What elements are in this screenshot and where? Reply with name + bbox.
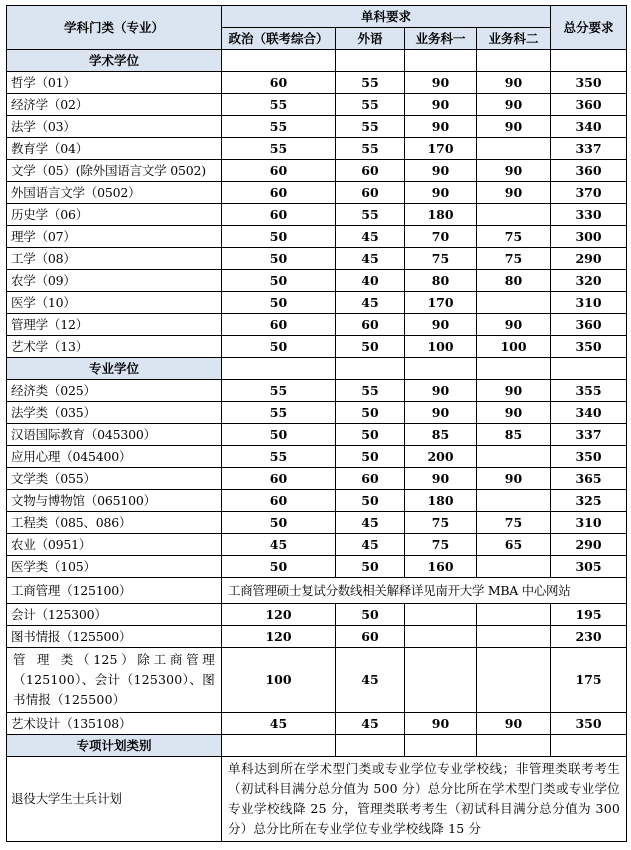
politics-score: 50 xyxy=(222,336,336,358)
pro1-score: 70 xyxy=(405,226,477,248)
empty-cell xyxy=(222,358,336,380)
pro2-score xyxy=(477,556,551,578)
table-row xyxy=(7,468,627,490)
table-row xyxy=(7,556,627,578)
foreign-score: 55 xyxy=(336,72,405,94)
category-name: 文学（05）(除外国语言文学 0502) xyxy=(7,160,222,182)
foreign-score: 45 xyxy=(336,713,405,735)
section-professional: 专业学位 xyxy=(7,358,222,380)
pro1-score: 90 xyxy=(405,314,477,336)
foreign-score: 45 xyxy=(336,226,405,248)
category-name: 汉语国际教育（045300） xyxy=(7,424,222,446)
politics-score: 60 xyxy=(222,468,336,490)
pro1-score xyxy=(405,604,477,626)
politics-score: 60 xyxy=(222,314,336,336)
foreign-score: 50 xyxy=(336,604,405,626)
empty-cell xyxy=(336,358,405,380)
foreign-score: 60 xyxy=(336,468,405,490)
foreign-score: 55 xyxy=(336,138,405,160)
pro1-score: 90 xyxy=(405,182,477,204)
pro2-score: 90 xyxy=(477,402,551,424)
table-row xyxy=(7,160,627,182)
category-name: 工程类（085、086） xyxy=(7,512,222,534)
pro2-score: 75 xyxy=(477,226,551,248)
pro2-score: 90 xyxy=(477,713,551,735)
empty-cell xyxy=(405,358,477,380)
category-header: 学科门类（专业） xyxy=(7,6,222,50)
table-row xyxy=(7,446,627,468)
category-name: 哲学（01） xyxy=(7,72,222,94)
pro2-score xyxy=(477,626,551,648)
politics-score: 60 xyxy=(222,204,336,226)
total-score: 300 xyxy=(551,226,627,248)
pro2-score: 75 xyxy=(477,512,551,534)
category-name: 理学（07） xyxy=(7,226,222,248)
total-score: 350 xyxy=(551,336,627,358)
politics-score: 50 xyxy=(222,292,336,314)
politics-score: 55 xyxy=(222,402,336,424)
foreign-score: 55 xyxy=(336,116,405,138)
pro2-header: 业务科二 xyxy=(477,28,551,50)
politics-score: 55 xyxy=(222,380,336,402)
category-name: 医学类（105） xyxy=(7,556,222,578)
pro1-score: 170 xyxy=(405,138,477,160)
veteran-note: 单科达到所在学术型门类或专业学位专业学校线；非管理类联考考生（初试科目满分总分值为 500 分）总分比所在学术型门类或专业学位专业学校线降 25 分，管理类联考考生（初试科目满分总分值为 300 分）总分比所在专业学位专业学校线降 15 分 xyxy=(222,757,627,842)
pro2-score: 75 xyxy=(477,248,551,270)
table-row xyxy=(7,604,627,626)
pro2-score: 90 xyxy=(477,314,551,336)
category-name: 农业（0951） xyxy=(7,534,222,556)
politics-score: 50 xyxy=(222,248,336,270)
politics-score: 50 xyxy=(222,512,336,534)
pro1-score: 180 xyxy=(405,490,477,512)
politics-score: 60 xyxy=(222,72,336,94)
politics-score: 120 xyxy=(222,604,336,626)
empty-cell xyxy=(551,358,627,380)
total-score: 360 xyxy=(551,160,627,182)
foreign-score: 45 xyxy=(336,648,405,713)
politics-score: 50 xyxy=(222,270,336,292)
total-score: 320 xyxy=(551,270,627,292)
pro1-score: 85 xyxy=(405,424,477,446)
foreign-score: 45 xyxy=(336,512,405,534)
pro1-score: 100 xyxy=(405,336,477,358)
table-row xyxy=(7,72,627,94)
category-name: 会计（125300） xyxy=(7,604,222,626)
foreign-score: 55 xyxy=(336,380,405,402)
politics-score: 100 xyxy=(222,648,336,713)
table-row xyxy=(7,534,627,556)
total-score: 350 xyxy=(551,446,627,468)
table-row xyxy=(7,182,627,204)
foreign-score: 50 xyxy=(336,490,405,512)
pro1-score: 200 xyxy=(405,446,477,468)
pro1-score: 90 xyxy=(405,160,477,182)
pro2-score: 90 xyxy=(477,116,551,138)
single-subject-header: 单科要求 xyxy=(222,6,551,28)
table-row xyxy=(7,713,627,735)
total-score: 310 xyxy=(551,292,627,314)
table-row xyxy=(7,292,627,314)
politics-score: 120 xyxy=(222,626,336,648)
pro2-score xyxy=(477,604,551,626)
total-score: 340 xyxy=(551,116,627,138)
total-score: 337 xyxy=(551,138,627,160)
empty-cell xyxy=(222,735,336,757)
pro2-score: 90 xyxy=(477,94,551,116)
category-name: 管理学（12） xyxy=(7,314,222,336)
foreign-score: 60 xyxy=(336,182,405,204)
total-score: 195 xyxy=(551,604,627,626)
politics-score: 55 xyxy=(222,446,336,468)
empty-cell xyxy=(477,735,551,757)
total-score: 290 xyxy=(551,248,627,270)
empty-cell xyxy=(477,358,551,380)
pro2-score xyxy=(477,138,551,160)
politics-score: 60 xyxy=(222,490,336,512)
pro2-score: 90 xyxy=(477,468,551,490)
pro1-score: 170 xyxy=(405,292,477,314)
foreign-score: 60 xyxy=(336,160,405,182)
total-score: 310 xyxy=(551,512,627,534)
table-row xyxy=(7,626,627,648)
table-row xyxy=(7,402,627,424)
politics-score: 55 xyxy=(222,138,336,160)
empty-cell xyxy=(551,735,627,757)
pro1-score xyxy=(405,648,477,713)
category-name: 退役大学生士兵计划 xyxy=(7,757,222,842)
pro2-score xyxy=(477,204,551,226)
politics-header: 政治（联考综合） xyxy=(222,28,336,50)
foreign-score: 55 xyxy=(336,204,405,226)
table-row xyxy=(7,226,627,248)
pro1-score: 75 xyxy=(405,512,477,534)
total-score: 230 xyxy=(551,626,627,648)
table-row xyxy=(7,248,627,270)
politics-score: 60 xyxy=(222,160,336,182)
pro1-score: 90 xyxy=(405,468,477,490)
table-row xyxy=(7,204,627,226)
total-score: 340 xyxy=(551,402,627,424)
total-score: 290 xyxy=(551,534,627,556)
table-row xyxy=(7,578,627,604)
foreign-score: 50 xyxy=(336,424,405,446)
foreign-score: 60 xyxy=(336,314,405,336)
pro2-score: 85 xyxy=(477,424,551,446)
table-row xyxy=(7,94,627,116)
foreign-score: 55 xyxy=(336,94,405,116)
category-name: 工学（08） xyxy=(7,248,222,270)
total-score: 325 xyxy=(551,490,627,512)
category-name: 法学（03） xyxy=(7,116,222,138)
category-name: 图书情报（125500） xyxy=(7,626,222,648)
category-name: 外国语言文学（0502） xyxy=(7,182,222,204)
pro2-score: 90 xyxy=(477,380,551,402)
category-name: 医学（10） xyxy=(7,292,222,314)
total-score: 365 xyxy=(551,468,627,490)
category-name: 法学类（035） xyxy=(7,402,222,424)
total-header: 总分要求 xyxy=(551,6,627,50)
total-score: 305 xyxy=(551,556,627,578)
mba-note: 工商管理硕士复试分数线相关解释详见南开大学 MBA 中心网站 xyxy=(222,578,627,604)
pro1-score: 90 xyxy=(405,380,477,402)
pro2-score: 90 xyxy=(477,182,551,204)
pro1-score: 90 xyxy=(405,402,477,424)
table-row xyxy=(7,336,627,358)
section-special: 专项计划类别 xyxy=(7,735,222,757)
table-row xyxy=(7,314,627,336)
foreign-header: 外语 xyxy=(336,28,405,50)
category-name: 经济学（02） xyxy=(7,94,222,116)
pro1-score: 90 xyxy=(405,713,477,735)
table-row xyxy=(7,116,627,138)
table-row xyxy=(7,512,627,534)
pro2-score: 65 xyxy=(477,534,551,556)
table-row xyxy=(7,380,627,402)
politics-score: 50 xyxy=(222,424,336,446)
total-score: 350 xyxy=(551,72,627,94)
politics-score: 55 xyxy=(222,94,336,116)
pro1-header: 业务科一 xyxy=(405,28,477,50)
pro2-score: 90 xyxy=(477,72,551,94)
table-row xyxy=(7,424,627,446)
total-score: 175 xyxy=(551,648,627,713)
category-name: 艺术设计（135108） xyxy=(7,713,222,735)
category-name: 艺术学（13） xyxy=(7,336,222,358)
pro2-score xyxy=(477,446,551,468)
politics-score: 45 xyxy=(222,534,336,556)
pro1-score: 90 xyxy=(405,94,477,116)
foreign-score: 50 xyxy=(336,446,405,468)
politics-score: 55 xyxy=(222,116,336,138)
foreign-score: 50 xyxy=(336,556,405,578)
category-name: 工商管理（125100） xyxy=(7,578,222,604)
pro2-score: 80 xyxy=(477,270,551,292)
section-academic: 学术学位 xyxy=(7,50,222,72)
category-name: 文学类（055） xyxy=(7,468,222,490)
pro1-score: 180 xyxy=(405,204,477,226)
category-name: 管 理 类（125）除工商管理（125100）、会计（125300）、图书情报（125500） xyxy=(7,648,222,713)
category-name: 应用心理（045400） xyxy=(7,446,222,468)
category-name: 历史学（06） xyxy=(7,204,222,226)
total-score: 350 xyxy=(551,713,627,735)
foreign-score: 50 xyxy=(336,336,405,358)
table-row xyxy=(7,270,627,292)
pro2-score xyxy=(477,490,551,512)
pro2-score: 90 xyxy=(477,160,551,182)
pro2-score: 100 xyxy=(477,336,551,358)
politics-score: 60 xyxy=(222,182,336,204)
total-score: 360 xyxy=(551,314,627,336)
total-score: 337 xyxy=(551,424,627,446)
table-row xyxy=(7,757,627,842)
politics-score: 45 xyxy=(222,713,336,735)
category-name: 经济类（025） xyxy=(7,380,222,402)
category-name: 农学（09） xyxy=(7,270,222,292)
politics-score: 50 xyxy=(222,556,336,578)
foreign-score: 50 xyxy=(336,402,405,424)
foreign-score: 60 xyxy=(336,626,405,648)
pro1-score: 90 xyxy=(405,116,477,138)
pro1-score xyxy=(405,626,477,648)
score-requirements-table xyxy=(6,5,627,842)
table-row xyxy=(7,138,627,160)
empty-cell xyxy=(405,735,477,757)
pro1-score: 80 xyxy=(405,270,477,292)
pro1-score: 75 xyxy=(405,534,477,556)
table-row xyxy=(7,648,627,713)
total-score: 360 xyxy=(551,94,627,116)
category-name: 教育学（04） xyxy=(7,138,222,160)
pro1-score: 90 xyxy=(405,72,477,94)
total-score: 330 xyxy=(551,204,627,226)
total-score: 355 xyxy=(551,380,627,402)
foreign-score: 40 xyxy=(336,270,405,292)
foreign-score: 45 xyxy=(336,248,405,270)
empty-cell xyxy=(336,735,405,757)
foreign-score: 45 xyxy=(336,292,405,314)
pro1-score: 75 xyxy=(405,248,477,270)
foreign-score: 45 xyxy=(336,534,405,556)
total-score: 370 xyxy=(551,182,627,204)
pro2-score xyxy=(477,292,551,314)
pro1-score: 160 xyxy=(405,556,477,578)
politics-score: 50 xyxy=(222,226,336,248)
category-name: 文物与博物馆（065100） xyxy=(7,490,222,512)
table-row xyxy=(7,490,627,512)
pro2-score xyxy=(477,648,551,713)
